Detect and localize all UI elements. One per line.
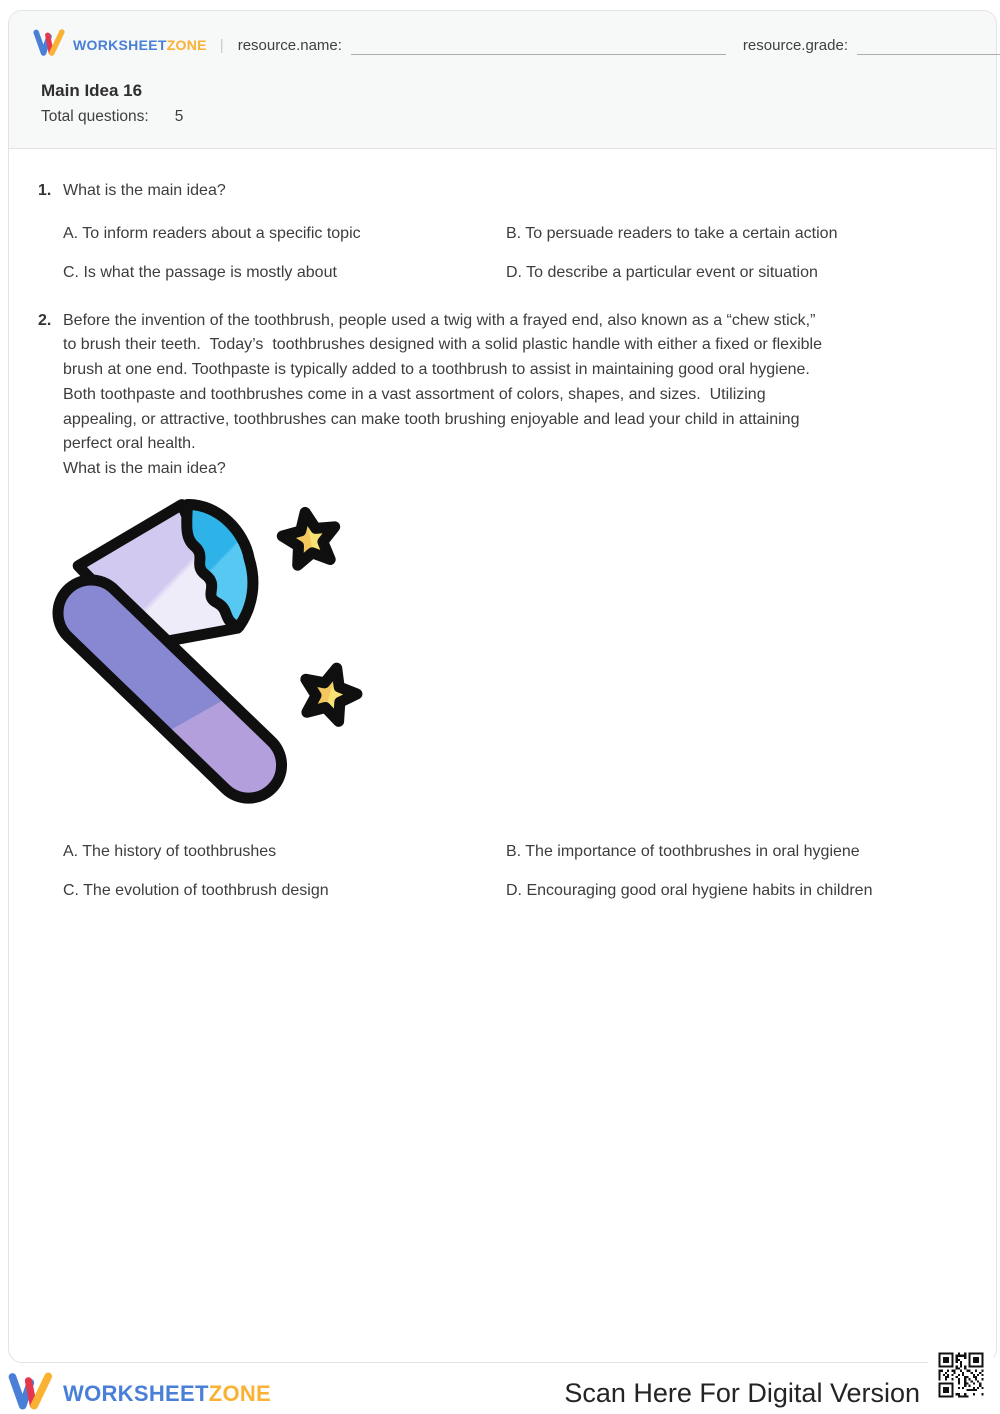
total-questions-label: Total questions:	[41, 108, 149, 125]
worksheet-header	[9, 11, 996, 149]
question-1-option-c: C. Is what the passage is mostly about	[63, 263, 337, 281]
header-brand-row	[33, 31, 996, 59]
resource-name-blank-line	[351, 41, 726, 55]
question-2-option-d: D. Encouraging good oral hygiene habits in children	[506, 881, 873, 899]
question-1	[38, 179, 956, 285]
brand-wordmark	[63, 1381, 271, 1407]
question-2-options	[63, 840, 956, 903]
brand-zone: ZONE	[208, 1380, 272, 1406]
passage-line: perfect oral health.	[63, 435, 196, 453]
total-questions-value: 5	[174, 108, 184, 125]
passage-line: appealing, or attractive, toothbrushes can make tooth brushing enjoyable and lead your child in attaining	[63, 410, 800, 428]
question-2-number: 2.	[38, 311, 52, 329]
questions-area	[9, 149, 996, 903]
header-logo	[33, 28, 207, 62]
question-2-content	[63, 309, 956, 903]
question-2	[38, 309, 956, 903]
resource-name-label: resource.name:	[237, 36, 342, 54]
worksheet-title: Main Idea 16	[41, 81, 143, 100]
question-2-option-a: A. The history of toothbrushes	[63, 842, 277, 860]
scan-here-text: Scan Here For Digital Version	[564, 1378, 920, 1408]
question-1-option-b: B. To persuade readers to take a certain action	[506, 224, 838, 242]
question-2-option-c: C. The evolution of toothbrush design	[63, 881, 329, 899]
question-1-option-a: A. To inform readers about a specific topic	[63, 224, 361, 242]
question-1-options	[63, 222, 956, 285]
question-1-option-d: D. To describe a particular event or situation	[506, 263, 818, 281]
brand-worksheet: WORKSHEET	[63, 1380, 209, 1406]
passage-line: to brush their teeth. Today’s toothbrushes designed with a solid plastic handle with either a fixed or flexible	[63, 336, 822, 354]
question-2-prompt: What is the main idea?	[63, 459, 226, 477]
brand-zone: ZONE	[166, 37, 207, 53]
passage-line: Both toothpaste and toothbrushes come in a vast assortment of colors, shapes, and sizes. Utilizing	[63, 385, 766, 403]
total-questions	[41, 108, 996, 126]
passage-line: brush at one end. Toothpaste is typically added to a toothbrush to assist in maintaining good oral hygiene.	[63, 361, 810, 379]
toothbrush-illustration-icon	[63, 490, 956, 824]
footer-logo	[8, 1371, 271, 1414]
brand-worksheet: WORKSHEET	[73, 37, 167, 53]
worksheet-card	[8, 10, 997, 1363]
worksheetzone-logo-icon	[8, 1371, 54, 1414]
qr-code	[928, 1342, 994, 1408]
resource-grade-label: resource.grade:	[742, 36, 848, 54]
worksheetzone-logo-icon	[33, 28, 66, 62]
question-1-prompt: What is the main idea?	[63, 182, 226, 199]
resource-grade-blank-line	[857, 41, 1000, 55]
passage-line: Before the invention of the toothbrush, people used a twig with a frayed end, also known as a “chew stick,”	[63, 311, 816, 329]
brand-wordmark	[73, 37, 207, 53]
header-separator: |	[219, 36, 224, 54]
question-1-content	[63, 179, 956, 285]
question-2-option-b: B. The importance of toothbrushes in oral hygiene	[506, 842, 860, 860]
question-1-number: 1.	[38, 182, 52, 199]
